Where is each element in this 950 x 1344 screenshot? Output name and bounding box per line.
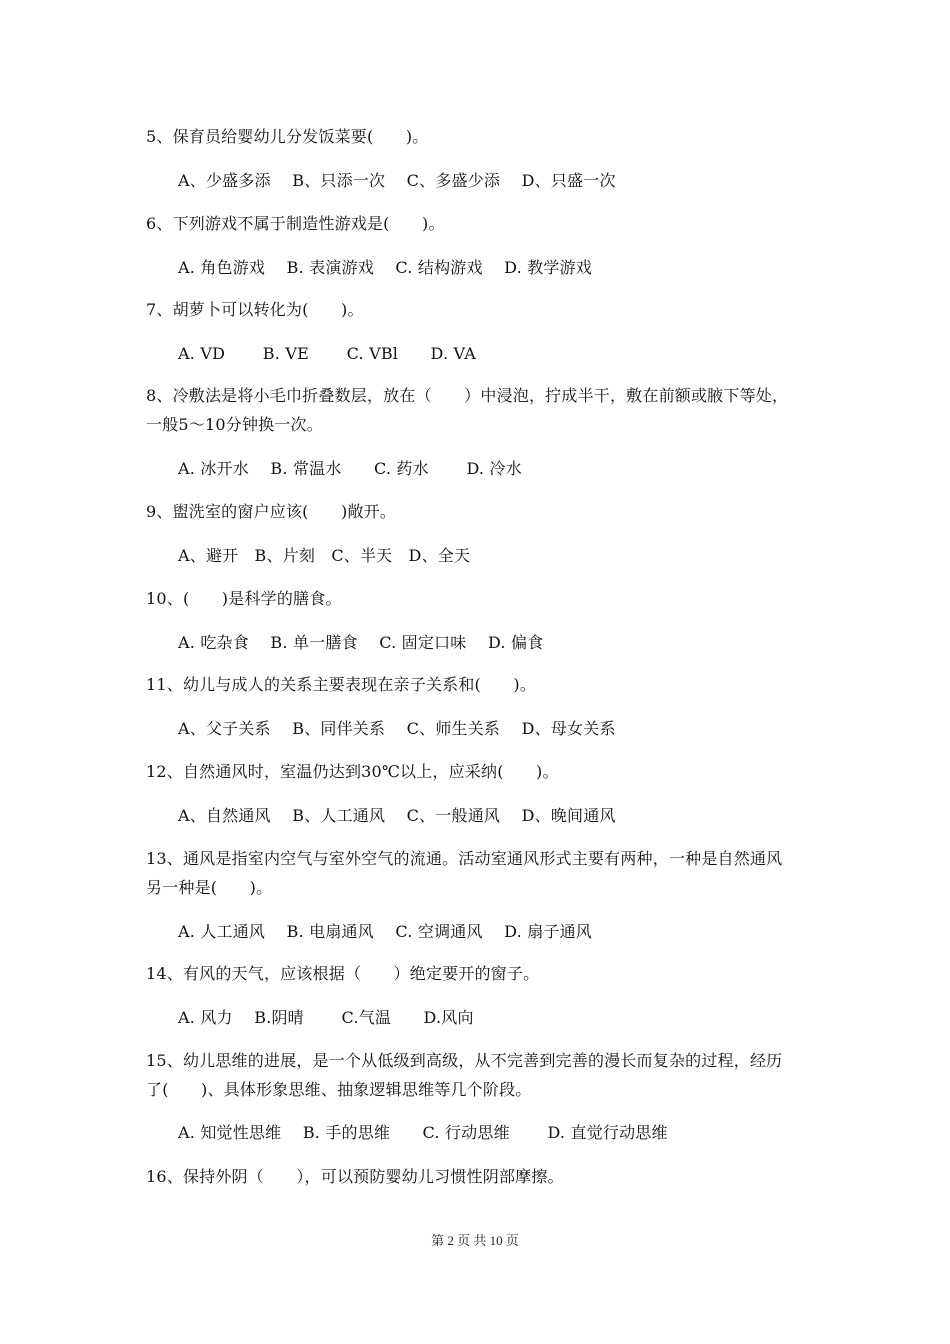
question-5-stem-line: 5、保育员给婴幼儿分发饭菜要( )。 xyxy=(146,127,429,146)
question-8-options: A. 冰开水 B. 常温水 C. 药水 D. 冷水 xyxy=(178,459,522,478)
question-8-stem-line: 一般5～10分钟换一次。 xyxy=(146,415,323,434)
question-5-options: A、少盛多添 B、只添一次 C、多盛少添 D、只盛一次 xyxy=(178,171,616,190)
question-12-stem-line: 12、自然通风时，室温仍达到30℃以上，应采纳( )。 xyxy=(146,762,559,781)
question-16-stem-line: 16、保持外阴（ ），可以预防婴幼儿习惯性阴部摩擦。 xyxy=(146,1167,564,1186)
question-15-options: A. 知觉性思维 B. 手的思维 C. 行动思维 D. 直觉行动思维 xyxy=(178,1123,668,1142)
question-15-stem-line: 15、幼儿思维的进展，是一个从低级到高级，从不完善到完善的漫长而复杂的过程，经历 xyxy=(146,1051,783,1070)
question-11-stem-line: 11、幼儿与成人的关系主要表现在亲子关系和( )。 xyxy=(146,675,537,694)
question-7-options: A. VD B. VE C. VBl D. VA xyxy=(178,344,476,363)
question-9-options: A、避开 B、片刻 C、半天 D、全天 xyxy=(178,546,471,565)
question-11-options: A、父子关系 B、同伴关系 C、师生关系 D、母女关系 xyxy=(178,719,616,738)
question-10-options: A. 吃杂食 B. 单一膳食 C. 固定口味 D. 偏食 xyxy=(178,633,544,652)
question-7-stem-line: 7、胡萝卜可以转化为( )。 xyxy=(146,300,364,319)
question-9-stem-line: 9、盥洗室的窗户应该( )敞开。 xyxy=(146,502,397,521)
question-13-stem-line: 13、通风是指室内空气与室外空气的流通。活动室通风形式主要有两种，一种是自然通风 xyxy=(146,849,783,868)
question-6-options: A. 角色游戏 B. 表演游戏 C. 结构游戏 D. 教学游戏 xyxy=(178,258,592,277)
question-13-stem-line: 另一种是( )。 xyxy=(146,878,273,897)
question-15-stem-line: 了( )、具体形象思维、抽象逻辑思维等几个阶段。 xyxy=(146,1080,532,1099)
question-14-options: A. 风力 B.阴晴 C.气温 D.风向 xyxy=(178,1008,474,1027)
question-6-stem-line: 6、下列游戏不属于制造性游戏是( )。 xyxy=(146,214,445,233)
question-14-stem-line: 14、有风的天气，应该根据（ ）绝定要开的窗子。 xyxy=(146,964,540,983)
page-footer: 第 2 页 共 10 页 xyxy=(431,1233,519,1248)
question-12-options: A、自然通风 B、人工通风 C、一般通风 D、晚间通风 xyxy=(178,806,616,825)
question-10-stem-line: 10、( )是科学的膳食。 xyxy=(146,589,342,608)
question-13-options: A. 人工通风 B. 电扇通风 C. 空调通风 D. 扇子通风 xyxy=(178,922,592,941)
question-8-stem-line: 8、冷敷法是将小毛巾折叠数层，放在（ ）中浸泡，拧成半干，敷在前额或腋下等处， xyxy=(146,386,789,405)
